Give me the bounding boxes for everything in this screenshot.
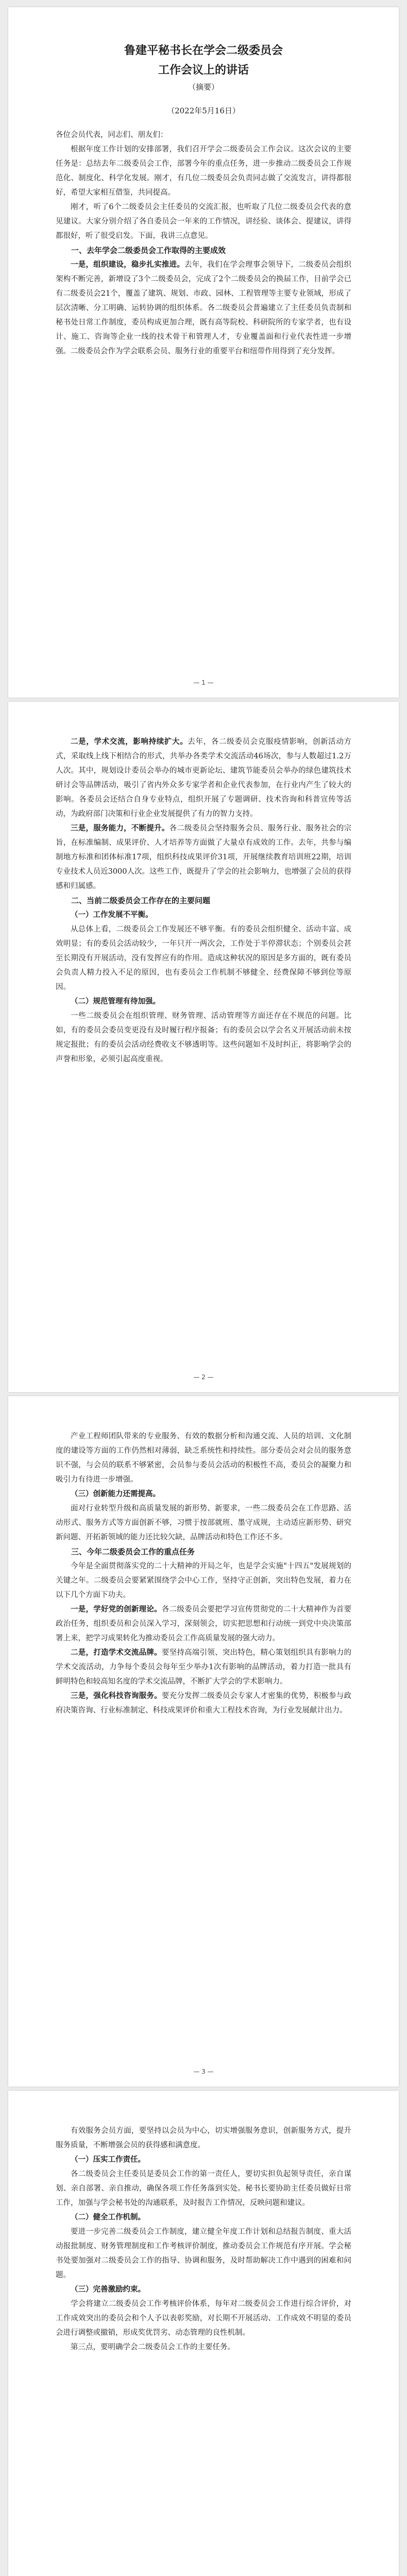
body-paragraph (56, 2297, 351, 2340)
paragraph-text: 各位会员代表，同志们、朋友们： (56, 131, 168, 139)
document-date: （2022年5月16日） (167, 106, 240, 115)
paragraph-text: 第三点，要明确学会二级委员会工作的主要任务。 (71, 2343, 235, 2351)
paragraph-text: 从总体上看，二级委员会工作发展还不够平衡。有的委员会组织健全、活动丰富、成效明显；有的委员会活动较少，一年只开一两次会，工作处于半停滞状态；个别委员会甚至长期没有开展活动，没有发挥应有的作用。造成这种状况的原因是多方面的，既有委员会负责人精力投入不足的原因，也有委员会工作机制不够健全、经费保障不够到位等原因。 (56, 925, 351, 991)
paragraph-text: 各二级委员会要把学习宣传贯彻党的二十大精神作为首要政治任务，组织委员和会员深入学习，深刻领会，切实把思想和行动统一到党中央决策部署上来，把学习成果转化为推动委员会工作高质量发展的强大动力。 (56, 1605, 352, 1642)
page-number: — 1 — (193, 679, 214, 686)
paragraph-text: 要进一步完善二级委员会工作制度，建立健全年度工作计划和总结报告制度、重大活动报批制度、财务管理制度和工作考核评价制度，推动委员会工作规范有序开展。学会秘书处要加强对二级委员会工作的指导、协调和服务，及时帮助解决工作中遇到的困难和问题。 (56, 2228, 351, 2279)
document-page (8, 702, 399, 1392)
body-paragraph (56, 2167, 351, 2210)
paragraph-text: 去年，各二级委员会克服疫情影响，创新活动方式，采取线上线下相结合的形式，共举办各类学术交流活动46场次，参与人数超过1.2万人次。其中，规划设计委员会举办的城市更新论坛、建筑节能委员会举办的绿色建筑技术研讨会等品牌活动，吸引了省内外众多专家学者和企业代表参加，在行业内产生了较大的影响。各委员会还结合自身专业特点，组织开展了专题调研、技术咨询和科普宣传等活动，为政府部门决策和行业企业发展提供了有力的智力支持。 (56, 738, 352, 818)
paragraph-lead: 二是，学术交流，影响持续扩大。 (71, 737, 188, 746)
paragraph-text: 要坚持高端引领、突出特色，精心策划组织具有影响力的学术交流活动，力争每个委员会每年至少举办1次有影响的品牌活动，着力打造一批具有鲜明特色和较高知名度的学术交流品牌，不断扩大学会的学术影响力。 (56, 1649, 352, 1686)
body-paragraph (56, 128, 351, 142)
body-paragraph (56, 1646, 351, 1689)
body-paragraph (56, 2340, 351, 2354)
paragraph-text: 学会将建立二级委员会工作考核评价体系，每年对二级委员会工作进行综合评价，对工作成效突出的委员会和个人予以表彰奖励，对长期不开展活动、工作成效不明显的委员会进行调整或撤销，形成奖优罚劣、动态管理的良性机制。 (56, 2300, 351, 2337)
paragraph-lead: 三是，强化科技咨询服务。 (71, 1691, 162, 1700)
paragraph-text: 各二级委员会坚持服务会员、服务行业、服务社会的宗旨，在标准编制、成果评价、人才培养等方面做了大量卓有成效的工作。去年，共参与编制地方标准和团体标准17项，组织科技成果评价31项，开展继续教育培训班22期，培训专业技术人员近3000人次。这些工作，既提升了学会的社会影响力，也增强了会员的获得感和归属感。 (56, 824, 352, 890)
paragraph-text: 有效服务会员方面，要坚持以会员为中心，切实增强服务意识，创新服务方式，提升服务质量，不断增强会员的获得感和满意度。 (56, 2127, 351, 2149)
body-paragraph (56, 735, 351, 821)
paragraph-text: 去年，我们在学会理事会领导下，二级委员会组织架构不断完善，新增设了3个二级委员会，完成了2个二级委员会的换届工作，目前学会已有二级委员会21个，覆盖了建筑、规划、市政、园林、工程管理等主要专业领域，形成了层次清晰、分工明确、运转协调的组织体系。各二级委员会普遍建立了主任委员负责制和秘书处日常工作制度，委员构成更加合理，既有高等院校、科研院所的专家学者，也有设计、施工、咨询等企业一线的技术骨干和管理人才，专业覆盖面和行业代表性进一步增强。二级委员会作为学会联系会员、服务行业的重要平台和纽带作用得到了充分发挥。 (56, 261, 352, 355)
page-content (56, 2124, 351, 2354)
paragraph-text: 根据年度工作计划的安排部署，我们召开学会二级委员会工作会议。这次会议的主要任务是：总结去年二级委员会工作，部署今年的重点任务，进一步推动二级委员会工作规范化、制度化、科学化发展。刚才，有几位二级委员会负责同志做了交流发言，讲得都很好，希望大家相互借鉴，共同提高。 (56, 145, 351, 197)
body-paragraph (56, 200, 351, 243)
paragraph-text: 一些二级委员会在组织管理、财务管理、活动管理等方面还存在不规范的问题。比如，有的委员会委员变更没有及时履行程序报备；有的委员会以学会名义开展活动前未按规定报批；有的委员会活动经费收支不够透明等。这些问题如不及时纠正，将影响学会的声誉和形象，必须引起高度重视。 (56, 1012, 351, 1063)
subsection-heading: （二）健全工作机制。 (71, 2213, 145, 2222)
page-number: — 2 — (193, 1374, 214, 1381)
body-paragraph (56, 2225, 351, 2282)
page-content (56, 1429, 351, 1718)
body-paragraph (56, 1009, 351, 1066)
body-paragraph (56, 1689, 351, 1718)
subsection-heading: （一）工作发展不平衡。 (71, 911, 153, 919)
paragraph-text: 产业工程师团队带来的专业服务、有效的数据分析和沟通交流、人员的培训、文化制度的建设等方面的工作仍然相对薄弱，缺乏系统性和持续性。部分委员会对会员的服务意识不强，与会员的联系不够紧密，会员参与委员会活动的积极性不高，委员会的凝聚力和吸引力有待进一步增强。 (56, 1432, 351, 1484)
section-heading: 二、当前二级委员会工作存在的主要问题 (71, 896, 211, 905)
body-paragraph (56, 1602, 351, 1646)
document-page (8, 1396, 399, 2087)
document-page (8, 2091, 399, 2576)
body-paragraph (56, 1559, 351, 1602)
subsection-heading: （二）规范管理有待加强。 (71, 997, 160, 1006)
document-title: 鲁建平秘书长在学会二级委员会 (124, 44, 283, 57)
document-note: （摘要） (188, 82, 219, 92)
paragraph-text: 要充分发挥二级委员会专家人才密集的优势，积极参与政府决策咨询、行业标准制定、科技成果评价和重大工程技术咨询，为行业发展献计出力。 (56, 1692, 352, 1715)
paragraph-text: 今年是全面贯彻落实党的二十大精神的开局之年，也是学会实施"十四五"发展规划的关键之年。二级委员会要紧紧围绕学会中心工作，坚持守正创新，突出特色发展，着力在以下几个方面下功夫。 (56, 1562, 351, 1599)
subsection-heading: （三）完善激励约束。 (71, 2285, 145, 2294)
body-paragraph (56, 1429, 351, 1487)
body-paragraph (56, 258, 351, 359)
document-title-line2: 工作会议上的讲话 (158, 64, 249, 77)
body-paragraph (56, 2124, 351, 2153)
page-number: — 3 — (193, 2068, 214, 2075)
paragraph-lead: 一是，学好党的创新理论。 (71, 1605, 162, 1614)
section-heading: 一、去年学会二级委员会工作取得的主要成效 (71, 246, 226, 255)
body-paragraph (56, 821, 351, 893)
body-paragraph (56, 142, 351, 200)
paragraph-text: 各二级委员会主任委员是委员会工作的第一责任人，要切实担负起领导责任，亲自谋划、亲自部署、亲自推动，确保各项工作任务落到实处。秘书长要协助主任委员做好日常工作，加强与学会秘书处的沟通联系，及时报告工作情况，反映问题和建议。 (56, 2170, 351, 2207)
body-paragraph (56, 1501, 351, 1545)
subsection-heading: （三）创新能力还需提高。 (71, 1490, 160, 1498)
paragraph-text: 面对行业转型升级和高质量发展的新形势、新要求，一些二级委员会在工作思路、活动形式、服务方式等方面创新不够，习惯于按部就班、墨守成规，主动适应新形势、研究新问题、开拓新领域的能力还比较欠缺，品牌活动和特色工作还不多。 (56, 1504, 351, 1541)
subsection-heading: （一）压实工作责任。 (71, 2156, 145, 2164)
section-heading: 三、今年二级委员会工作的重点任务 (71, 1547, 195, 1556)
paragraph-lead: 三是，服务能力，不断提升。 (71, 824, 169, 833)
document-page (8, 7, 399, 698)
page-content (56, 128, 351, 359)
paragraph-lead: 一是，组织建设，稳步扎实推进。 (71, 260, 185, 269)
body-paragraph (56, 922, 351, 994)
page-content (56, 735, 351, 1066)
paragraph-text: 刚才，听了6个二级委员会主任委员的交流汇报，也听取了几位二级委员会代表的意见建议。大家分别介绍了各自委员会一年来的工作情况，讲经验、谈体会、提建议，讲得都很好，听了很受启发。下面，我讲三点意见。 (56, 203, 351, 240)
paragraph-lead: 二是，打造学术交流品牌。 (71, 1648, 162, 1657)
